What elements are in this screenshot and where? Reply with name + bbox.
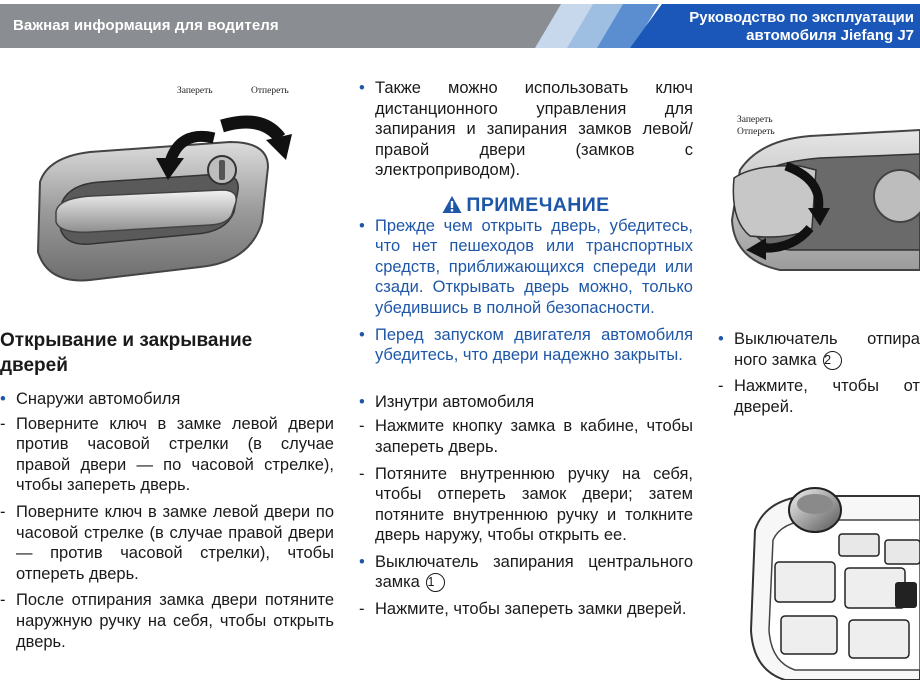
inside-heading [359, 392, 693, 413]
step-text: После отпирания замка двери потяните наружную ручку на себя, чтобы открыть дверь. [16, 591, 334, 651]
lock-label: Запереть [737, 115, 773, 125]
outside-heading [0, 389, 334, 410]
outside-heading-text: Снаружи автомобиля [16, 390, 181, 408]
inside-heading-text: Изнутри автомобиля [375, 392, 535, 411]
note-heading [359, 195, 693, 216]
step-text: Потяните внутреннюю ручку на себя, чтобы отпереть замок двери; затем потяните внутреннюю ручку и толкните дверь наружу, чтобы открыть ее. [375, 464, 693, 545]
dash-marker: - [359, 600, 365, 619]
dash-marker: - [359, 417, 365, 436]
page-header [0, 0, 920, 54]
step-text: Поверните ключ в замке левой двери по часовой стрелке (в случае правой двери — против часовой стрелки), чтобы отпереть дверь. [16, 502, 334, 583]
press-text: Нажмите, чтобы от дверей. [734, 377, 920, 416]
callout-number: 1 [426, 573, 445, 592]
remote-key-item [359, 78, 693, 181]
unlock-label: Отпереть [737, 127, 775, 137]
remote-key-text: Также можно использовать ключ дистанционного управления для запирания и запирания замков левой/правой двери (замков с электроприводом). [375, 79, 693, 180]
list-item [0, 414, 334, 496]
bullet-marker: • [359, 325, 365, 344]
bullet-marker: • [359, 216, 365, 235]
inner-door-handle-figure [720, 100, 920, 300]
section-title-line2: дверей [0, 355, 68, 376]
outer-door-handle-illustration [0, 62, 340, 312]
bullet-marker: • [359, 79, 365, 97]
step-text: Поверните ключ в замке левой двери против часовой стрелки (в случае правой двери — по часовой стрелке), чтобы запереть дверь. [16, 414, 334, 495]
header-section-title: Важная информация для водителя [13, 17, 279, 34]
step-text: Нажмите кнопку замка в кабине, чтобы запереть дверь. [375, 417, 693, 456]
central-unlock-switch-item [718, 329, 920, 370]
bullet-marker: • [359, 552, 365, 571]
dash-marker: - [0, 414, 6, 433]
switch-text: Выключатель запирания центрального замка [375, 552, 693, 592]
lock-label: Запереть [177, 86, 213, 96]
section-title-line1: Открывание и закрывание [0, 330, 253, 351]
central-lock-switch-item [359, 552, 693, 593]
press-text: Нажмите, чтобы запереть замки дверей. [375, 600, 687, 619]
header-manual-title-line2: автомобиля Jiefang J7 [746, 27, 914, 44]
list-item [0, 502, 334, 584]
middle-text-column [359, 78, 693, 626]
bullet-marker: • [718, 330, 724, 348]
outer-door-handle-figure [0, 62, 340, 312]
note-item [359, 216, 693, 319]
list-item [718, 376, 920, 417]
list-item [359, 464, 693, 546]
header-manual-title-line1: Руководство по эксплуатации [689, 9, 914, 26]
note-text: Перед запуском двигателя автомобиля убедитесь, что двери надежно закрыты. [375, 325, 693, 365]
note-text: Прежде чем открыть дверь, убедитесь, что нет пешеходов или транспортных средств, приближающихся спереди или сзади. Открывать дверь можно, только убедившись в полной безопасности. [375, 216, 693, 317]
dash-marker: - [0, 591, 6, 610]
note-title-text: ПРИМЕЧАНИЕ [466, 193, 610, 216]
note-item [359, 325, 693, 366]
callout-number: 2 [823, 351, 842, 370]
dash-marker: - [0, 502, 6, 521]
list-item [0, 590, 334, 652]
header-manual-title [689, 9, 914, 45]
dash-marker: - [359, 464, 365, 483]
right-text-column [718, 329, 920, 423]
door-switch-panel-illustration [745, 470, 920, 680]
bullet-marker: • [359, 392, 365, 411]
warning-icon [442, 195, 462, 214]
unlock-label: Отпереть [251, 86, 289, 96]
bullet-marker: • [0, 390, 6, 408]
list-item [359, 599, 693, 620]
left-text-column [0, 328, 334, 658]
switch-text: Выключатель отпира ного замка [734, 330, 920, 369]
list-item [359, 416, 693, 457]
dash-marker: - [718, 377, 724, 396]
door-switch-panel-figure [745, 470, 920, 680]
